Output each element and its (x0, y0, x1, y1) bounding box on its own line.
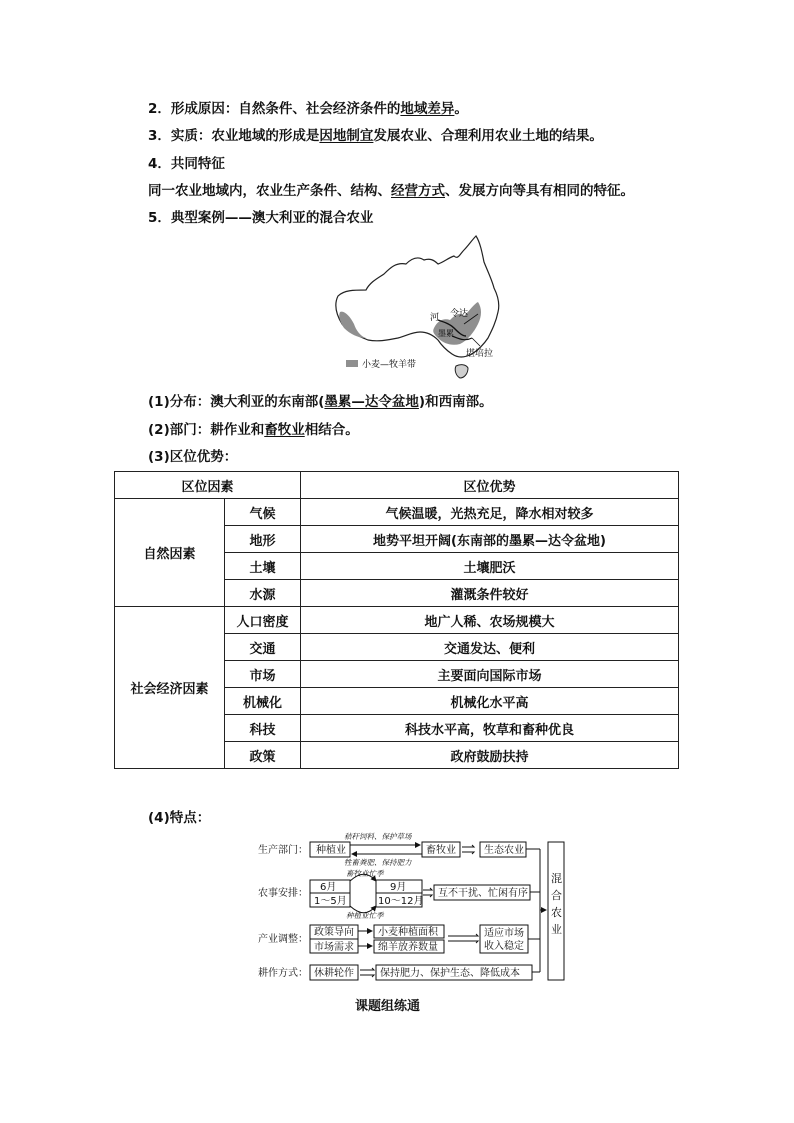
advantage-cell: 政府鼓励扶持 (301, 742, 679, 769)
text-hunhe-3: 业 (551, 923, 562, 936)
point-1-suffix: )和西南部。 (418, 394, 493, 410)
hunhe-label (551, 872, 562, 936)
text-m10-12: 10～12月 (378, 896, 424, 907)
text-zhengce-2: 市场需求 (314, 942, 354, 953)
point-3: (3)区位优势： (148, 449, 238, 465)
advantage-cell: 地广人稀、农场规模大 (301, 607, 679, 634)
item-3-underlined: 因地制宜 (319, 128, 374, 144)
item-4-underlined: 经营方式 (391, 183, 445, 199)
table-row (115, 499, 679, 526)
australia-outline (336, 236, 499, 357)
text-hunhe-0: 混 (551, 872, 562, 885)
advantage-cell: 气候温暖，光热充足，降水相对较多 (301, 499, 679, 526)
point-1-underlined: 墨累—达令盆地 (324, 394, 419, 410)
text-m1-5: 1～5月 (314, 896, 347, 907)
advantage-cell: 灌溉条件较好 (301, 580, 679, 607)
text-mianyang: 绵羊放养数量 (378, 942, 438, 953)
double-arrow-1 (462, 845, 474, 854)
row-label-3: 产业调整： (258, 934, 308, 945)
group-natural: 自然因素 (115, 499, 225, 607)
footer-title: 课题组练通 (355, 999, 421, 1014)
factor-cell: 人口密度 (225, 607, 301, 634)
point-2-suffix: 相结合。 (304, 422, 359, 438)
text-zhengce-1: 政策导向 (314, 927, 354, 938)
map-label-city: 堪培拉 (466, 349, 494, 359)
point-2-text: (2)部门：耕作业和 (148, 422, 265, 438)
text-hunhe-1: 合 (551, 889, 562, 902)
map-label-ling: 令达 (450, 309, 469, 319)
group-social: 社会经济因素 (115, 607, 225, 769)
row-label-2: 农事安排： (258, 888, 308, 899)
map-label-basin: 墨累 (438, 329, 454, 338)
advantage-cell: 交通发达、便利 (301, 634, 679, 661)
text-arrow-bottom: 牲畜粪肥、保持肥力 (344, 858, 412, 867)
factor-cell: 科技 (225, 715, 301, 742)
text-zhongzhi-busy: 种植业忙季 (346, 911, 384, 920)
text-baochi: 保持肥力、保护生态、降低成本 (380, 968, 520, 979)
legend-label: 小麦—牧羊带 (362, 360, 417, 370)
point-2-underlined: 畜牧业 (264, 422, 305, 438)
table-row (115, 607, 679, 634)
factor-cell: 交通 (225, 634, 301, 661)
australia-map (326, 232, 506, 384)
item-4-title: 4．共同特征 (148, 156, 225, 172)
item-2-text: 2．形成原因：自然条件、社会经济条件的 (148, 101, 401, 117)
factor-cell: 地形 (225, 526, 301, 553)
location-advantage-table (114, 471, 679, 769)
table-header-row (115, 472, 679, 499)
text-shiying-2: 收入稳定 (484, 941, 524, 952)
factor-cell: 气候 (225, 499, 301, 526)
item-4-suffix: 、发展方向等具有相同的特征。 (445, 183, 634, 199)
advantage-cell: 科技水平高，牧草和畜种优良 (301, 715, 679, 742)
text-zhongzhi: 种植业 (316, 845, 346, 856)
row-label-1: 生产部门： (258, 845, 308, 856)
point-1 (148, 390, 493, 410)
text-xiaomai: 小麦种植面积 (378, 927, 438, 938)
tasmania (455, 365, 468, 378)
text-arrow-top: 秸秆饲料、保护草场 (344, 832, 412, 841)
factor-cell: 机械化 (225, 688, 301, 715)
item-4-body (148, 179, 634, 199)
point-1-text: (1)分布：澳大利亚的东南部( (148, 394, 325, 410)
header-factor: 区位因素 (115, 472, 301, 499)
point-2 (148, 418, 359, 438)
map-label-river: 河 (430, 313, 440, 323)
item-2 (148, 97, 468, 117)
advantage-cell: 土壤肥沃 (301, 553, 679, 580)
item-3-suffix: 发展农业、合理利用农业土地的结果。 (373, 128, 603, 144)
advantage-cell: 主要面向国际市场 (301, 661, 679, 688)
item-2-underlined: 地域差异 (400, 101, 455, 117)
advantage-cell: 地势平坦开阔(东南部的墨累—达令盆地) (301, 526, 679, 553)
text-m9: 9月 (390, 882, 407, 893)
item-2-suffix: 。 (454, 101, 468, 117)
point-4: (4)特点： (148, 810, 211, 826)
features-flow-diagram (250, 822, 580, 987)
text-m6: 6月 (320, 882, 337, 893)
text-hubu: 互不干扰、忙闲有序 (438, 888, 528, 899)
text-hunhe-2: 农 (551, 906, 562, 919)
text-xumu: 畜牧业 (426, 845, 456, 856)
header-advantage: 区位优势 (301, 472, 679, 499)
factor-cell: 土壤 (225, 553, 301, 580)
legend-swatch (346, 360, 358, 367)
factor-cell: 市场 (225, 661, 301, 688)
text-xumu-busy: 畜牧业忙季 (346, 869, 384, 878)
advantage-cell: 机械化水平高 (301, 688, 679, 715)
double-arrow-4 (360, 968, 374, 977)
row-label-4: 耕作方式： (258, 968, 308, 979)
item-3-text: 3．实质：农业地域的形成是 (148, 128, 320, 144)
text-shengtai: 生态农业 (484, 845, 524, 856)
factor-cell: 政策 (225, 742, 301, 769)
factor-cell: 水源 (225, 580, 301, 607)
item-5-title: 5．典型案例——澳大利亚的混合农业 (148, 210, 374, 226)
item-3 (148, 124, 603, 144)
item-4-text: 同一农业地域内，农业生产条件、结构、 (148, 183, 391, 199)
text-xiugeng: 休耕轮作 (314, 968, 354, 979)
text-shiying-1: 适应市场 (484, 928, 524, 939)
double-arrow-3 (448, 934, 478, 943)
double-arrow-2 (423, 888, 432, 897)
